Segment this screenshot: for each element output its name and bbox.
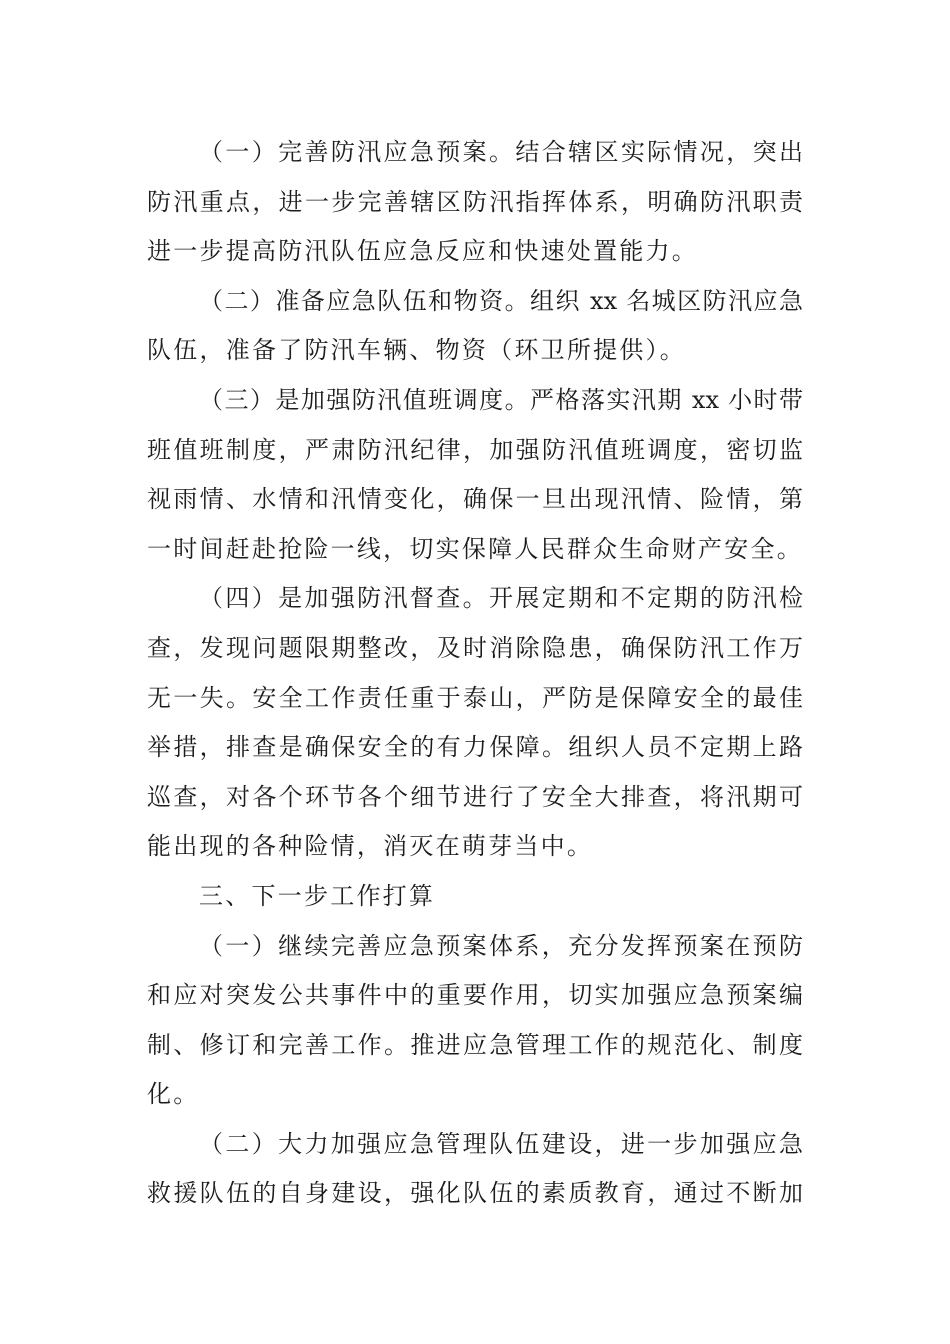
- text-line: （四）是加强防汛督查。开展定期和不定期的防汛检: [199, 584, 803, 613]
- text-line: 制、修订和完善工作。推进应急管理工作的规范化、制度: [147, 1030, 803, 1059]
- text-line: （三）是加强防汛值班调度。严格落实汛期 xx 小时带: [199, 385, 803, 414]
- text-line: 进一步提高防汛队伍应急反应和快速处置能力。: [147, 237, 699, 266]
- paragraph-plan-system: [147, 922, 803, 1120]
- text-line: 救援队伍的自身建设，强化队伍的素质教育，通过不断加: [147, 1179, 803, 1208]
- paragraph-flood-inspection: [147, 574, 803, 872]
- text-line: 举措，排查是确保安全的有力保障。组织人员不定期上路: [147, 733, 803, 762]
- text-line: 查，发现问题限期整改，及时消除隐患，确保防汛工作万: [147, 633, 803, 662]
- paragraph-emergency-team-supplies: [147, 277, 803, 376]
- text-line: 视雨情、水情和汛情变化，确保一旦出现汛情、险情，第: [147, 485, 803, 514]
- text-line: 化。: [147, 1080, 200, 1109]
- section-heading-next-steps: [147, 872, 803, 922]
- paragraph-team-building: [147, 1120, 803, 1219]
- text-line: 防汛重点，进一步完善辖区防汛指挥体系，明确防汛职责: [147, 187, 803, 216]
- paragraph-improve-flood-plan: [147, 128, 803, 277]
- text-line: 巡查，对各个环节各个细节进行了安全大排查，将汛期可: [147, 782, 803, 811]
- text-line: （一）完善防汛应急预案。结合辖区实际情况，突出: [199, 138, 803, 166]
- text-line: 能出现的各种险情，消灭在萌芽当中。: [147, 832, 594, 861]
- paragraph-duty-scheduling: [147, 376, 803, 574]
- text-line: 班值班制度，严肃防汛纪律，加强防汛值班调度，密切监: [147, 435, 803, 464]
- text-line: （二）准备应急队伍和物资。组织 xx 名城区防汛应急: [199, 286, 803, 315]
- text-line: （二）大力加强应急管理队伍建设，进一步加强应急: [199, 1129, 803, 1158]
- document-body: [147, 128, 803, 1219]
- text-line: 一时间赶赴抢险一线，切实保障人民群众生命财产安全。: [147, 534, 803, 563]
- text-line: （一）继续完善应急预案体系，充分发挥预案在预防: [199, 931, 803, 960]
- section-heading: 三、下一步工作打算: [199, 881, 436, 910]
- text-line: 和应对突发公共事件中的重要作用，切实加强应急预案编: [147, 981, 803, 1010]
- text-line: 队伍，准备了防汛车辆、物资（环卫所提供）。: [147, 336, 687, 365]
- text-line: 无一失。安全工作责任重于泰山，严防是保障安全的最佳: [147, 683, 803, 712]
